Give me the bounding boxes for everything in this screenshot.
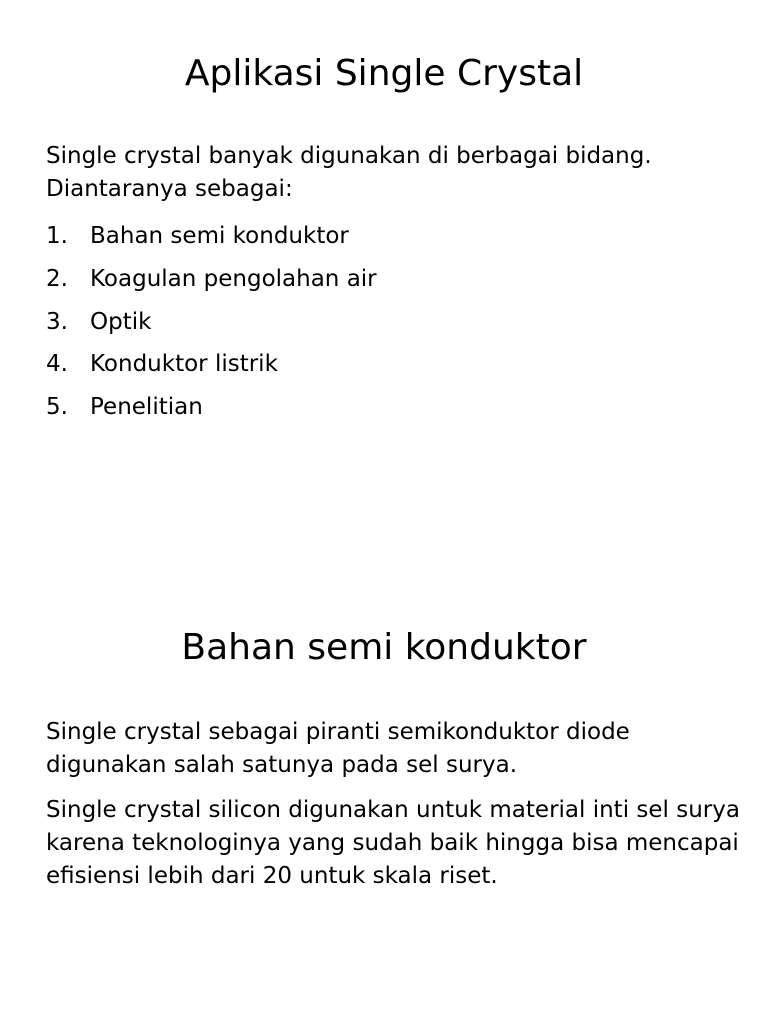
list-item — [46, 391, 377, 434]
list-item — [46, 220, 377, 263]
list-number: 3. — [46, 308, 68, 335]
list-item — [46, 263, 377, 306]
list-number: 2. — [46, 265, 68, 292]
body-paragraph: Single crystal silicon digunakan untuk material inti sel surya karena teknologinya yang sudah baik hingga bisa mencapai efisiensi lebih dari 20 untuk skala riset. — [46, 797, 740, 889]
list-text: Bahan semi konduktor — [90, 223, 349, 249]
slide-title: Bahan semi konduktor — [181, 627, 587, 668]
slide-semikonduktor — [0, 512, 768, 1024]
list-number: 1. — [46, 223, 68, 249]
list-text: Konduktor listrik — [90, 351, 278, 378]
list-text: Penelitian — [90, 394, 203, 421]
list-number: 4. — [46, 351, 68, 378]
body-paragraph: Single crystal sebagai piranti semikonduktor diode digunakan salah satunya pada sel surya. — [46, 719, 630, 778]
list-text: Koagulan pengolahan air — [90, 265, 377, 292]
list-item — [46, 348, 377, 391]
list-text: Optik — [90, 308, 152, 335]
list-number: 5. — [46, 394, 68, 421]
slide-title: Aplikasi Single Crystal — [184, 53, 584, 94]
intro-paragraph: Single crystal banyak digunakan di berbagai bidang. Diantaranya sebagai: — [46, 143, 652, 202]
list-item — [46, 306, 377, 349]
application-list — [46, 220, 377, 434]
